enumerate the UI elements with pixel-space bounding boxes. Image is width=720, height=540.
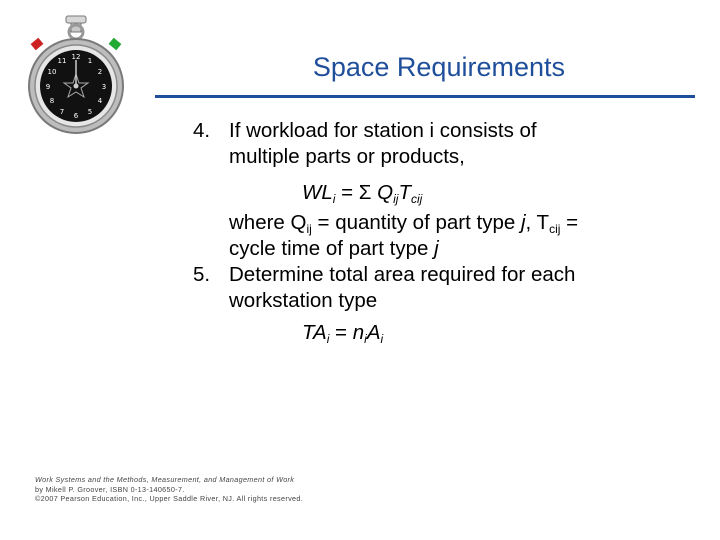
footer-line: ©2007 Pearson Education, Inc., Upper Saddle River, NJ. All rights reserved. <box>35 494 304 503</box>
item-text-line: multiple parts or products, <box>229 145 465 168</box>
where-line: where $Q_{ij}$ = quantity of part type j, $T_{cij}$ = <box>229 211 579 236</box>
svg-text:3: 3 <box>101 83 107 91</box>
footer-credits <box>35 475 303 504</box>
svg-text:9: 9 <box>45 83 51 91</box>
item-number: 5. <box>193 263 211 286</box>
where-line: cycle time of part type j <box>229 237 439 260</box>
item-text-line: If workload for station i consists of <box>229 119 537 142</box>
svg-text:6: 6 <box>73 112 79 120</box>
footer-line: Work Systems and the Methods, Measurement, and Management of Work <box>35 475 295 484</box>
slide-title: Space Requirements <box>312 52 565 82</box>
content-list <box>193 118 663 346</box>
item-number: 4. <box>193 119 211 142</box>
svg-text:10: 10 <box>47 68 57 76</box>
svg-text:4: 4 <box>97 97 103 105</box>
workload-equation: $WL_i = \Sigma$ $Q_{ij}T_{cij}$ <box>302 181 423 206</box>
svg-text:1: 1 <box>87 57 93 65</box>
svg-text:5: 5 <box>87 108 93 116</box>
svg-text:11: 11 <box>57 57 67 65</box>
item-text-line: workstation type <box>229 289 378 312</box>
footer-line: by Mikell P. Groover, ISBN 0-13-140650-7. <box>35 484 185 494</box>
item-text-line: Determine total area required for each <box>229 263 576 286</box>
svg-text:12: 12 <box>71 53 81 61</box>
svg-text:7: 7 <box>59 108 65 116</box>
svg-text:2: 2 <box>97 68 103 76</box>
svg-text:8: 8 <box>49 97 55 105</box>
list-item <box>193 118 663 262</box>
list-item <box>193 262 663 346</box>
area-equation: $TA_i = n_iA_i$ <box>302 321 384 346</box>
title-rule <box>155 95 695 98</box>
